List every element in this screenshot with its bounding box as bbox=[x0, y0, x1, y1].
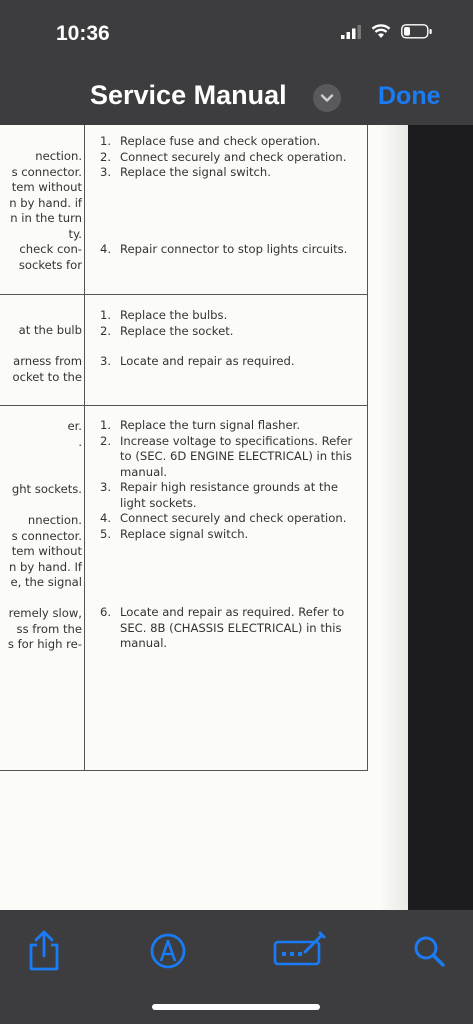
cause-line: ght sockets. bbox=[11, 482, 82, 496]
document-title[interactable]: Service Manual bbox=[90, 80, 287, 110]
cause-line: n in the turn bbox=[10, 211, 82, 225]
table-divider-vertical bbox=[367, 125, 368, 771]
markup-icon[interactable] bbox=[149, 932, 187, 975]
item-number: 4. bbox=[100, 242, 112, 256]
cause-line: n by hand. If bbox=[9, 559, 82, 574]
correction-cell bbox=[100, 354, 362, 370]
correction-cell bbox=[100, 134, 362, 181]
correction-item bbox=[100, 150, 362, 166]
correction-item bbox=[100, 354, 362, 370]
item-text: Locate and repair as required. bbox=[120, 354, 295, 368]
correction-item bbox=[100, 242, 362, 258]
correction-item bbox=[100, 527, 362, 543]
cause-line: nection. bbox=[35, 149, 82, 163]
page-edge bbox=[380, 125, 408, 910]
item-text: Replace the turn signal flasher. bbox=[120, 418, 301, 432]
item-number: 5. bbox=[100, 526, 112, 541]
correction-item bbox=[100, 324, 362, 340]
correction-item bbox=[100, 418, 362, 434]
item-text: Replace the socket. bbox=[120, 323, 234, 338]
item-number: 1. bbox=[100, 308, 112, 322]
item-number: 6. bbox=[100, 605, 112, 619]
correction-cell bbox=[100, 418, 362, 542]
cause-line: er. bbox=[67, 419, 82, 433]
item-text: Replace fuse and check operation. bbox=[120, 134, 321, 148]
correction-item bbox=[100, 605, 362, 652]
cause-cell bbox=[0, 354, 82, 385]
item-text: Repair connector to stop lights circuits. bbox=[120, 242, 348, 256]
correction-cell bbox=[100, 308, 362, 339]
correction-cell bbox=[100, 605, 362, 652]
item-text: Repair high resistance grounds at the light sockets. bbox=[120, 480, 339, 510]
correction-cell bbox=[100, 242, 362, 258]
cause-line: ty. bbox=[68, 226, 82, 241]
item-text: Connect securely and check operation. bbox=[120, 511, 347, 525]
cause-cell bbox=[0, 323, 82, 339]
search-icon[interactable] bbox=[412, 934, 448, 975]
wifi-icon bbox=[371, 24, 391, 44]
done-button[interactable]: Done bbox=[378, 82, 441, 110]
cause-line: arness from bbox=[13, 354, 82, 368]
cause-line: at the bulb bbox=[18, 323, 82, 337]
item-number: 4. bbox=[100, 511, 112, 525]
cause-cell bbox=[0, 149, 82, 273]
item-text: Increase voltage to specifications. Refer to (SEC. 6D ENGINE ELECTRICAL) in this manual. bbox=[120, 433, 353, 479]
item-number: 2. bbox=[100, 433, 112, 448]
item-text: Replace signal switch. bbox=[120, 526, 249, 541]
title-menu-chevron-icon[interactable] bbox=[313, 84, 341, 112]
cause-line: check con- bbox=[19, 242, 82, 256]
correction-item bbox=[100, 434, 362, 481]
correction-item bbox=[100, 165, 362, 181]
item-text: Locate and repair as required. Refer to SEC. 8B (CHASSIS ELECTRICAL) in this manual. bbox=[120, 605, 345, 650]
status-icons bbox=[341, 24, 433, 44]
cause-line: ocket to the bbox=[12, 369, 82, 384]
cause-line: ss from the bbox=[16, 621, 82, 636]
cause-line: s connector. bbox=[11, 528, 82, 543]
cause-line: tem without bbox=[11, 180, 82, 194]
table-divider-horizontal bbox=[0, 405, 368, 406]
status-time: 10:36 bbox=[56, 22, 110, 45]
table-divider-horizontal bbox=[0, 294, 368, 295]
cause-line: e, the signal bbox=[10, 575, 82, 589]
correction-item bbox=[100, 480, 362, 511]
item-text: Connect securely and check operation. bbox=[120, 149, 347, 164]
cause-line: . bbox=[78, 434, 82, 449]
table-divider-horizontal bbox=[0, 770, 368, 771]
item-number: 2. bbox=[100, 149, 112, 164]
correction-item bbox=[100, 308, 362, 324]
item-number: 3. bbox=[100, 165, 112, 179]
cause-cell bbox=[0, 513, 82, 591]
item-number: 1. bbox=[100, 418, 112, 432]
status-bar bbox=[0, 0, 473, 70]
cause-cell bbox=[0, 606, 82, 653]
correction-item bbox=[100, 134, 362, 150]
cellular-signal-icon bbox=[341, 25, 361, 44]
cause-cell bbox=[0, 419, 82, 450]
document-page bbox=[0, 125, 408, 910]
cause-line: s for high re- bbox=[7, 637, 82, 651]
cause-line: nnection. bbox=[27, 513, 82, 527]
share-icon[interactable] bbox=[26, 930, 62, 977]
cause-line: tem without bbox=[11, 544, 82, 558]
cause-line: s connector. bbox=[11, 164, 82, 179]
item-text: Replace the signal switch. bbox=[120, 165, 271, 179]
correction-item bbox=[100, 511, 362, 527]
navigation-bar bbox=[0, 70, 473, 125]
item-number: 2. bbox=[100, 323, 112, 338]
cause-line: n by hand. if bbox=[9, 195, 82, 210]
item-text: Replace the bulbs. bbox=[120, 308, 228, 322]
item-number: 1. bbox=[100, 134, 112, 148]
cause-line: sockets for bbox=[18, 257, 82, 272]
item-number: 3. bbox=[100, 354, 112, 368]
item-number: 3. bbox=[100, 480, 112, 494]
cause-line: remely slow, bbox=[8, 606, 82, 620]
table-divider-vertical bbox=[84, 125, 85, 771]
keyboard-edit-icon[interactable] bbox=[273, 930, 327, 973]
cause-cell bbox=[0, 482, 82, 498]
battery-icon bbox=[401, 24, 433, 44]
document-viewer[interactable] bbox=[0, 125, 473, 910]
home-indicator[interactable] bbox=[152, 1004, 320, 1010]
